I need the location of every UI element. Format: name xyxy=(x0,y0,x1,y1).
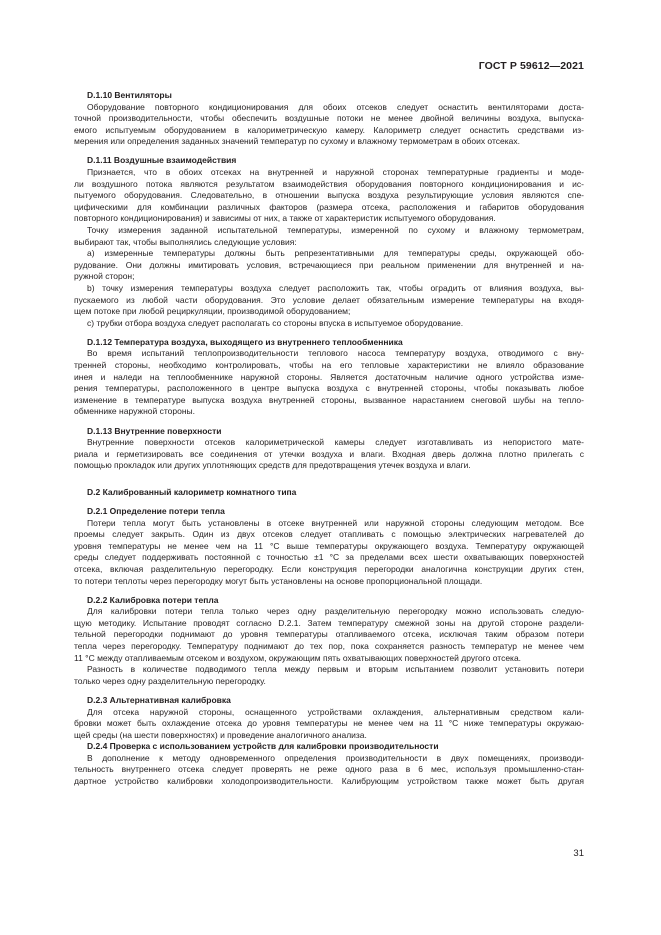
paragraph-line: Для отсека наружной стороны, оснащенного устройствами охлаждения, альтернативным средством кали- xyxy=(87,706,584,717)
paragraph-line: 11 °C между отапливаемым отсеком и воздухом, окружающим пять охватывающих поверхностей другого отсека. xyxy=(74,652,522,663)
paragraph-line: Внутренние поверхности отсеков калориметрической камеры следует изготавливать из непористого мате- xyxy=(87,437,584,448)
paragraph-line: ли воздушного потока являются результатом взаимодействия оборудования повторного кондиционирования и ис- xyxy=(74,178,584,189)
paragraph-line: щем потоке при любой рециркуляции, производимой оборудованием; xyxy=(74,306,351,317)
paragraph-line: точной производительности, чтобы обеспечить воздушные потоки не менее двойной величины воздуха, выпуска- xyxy=(74,113,584,124)
paragraph-line: уровня температуры не менее чем на 11 °C выше температуры окружающего воздуха. Температуру окружающей xyxy=(74,540,584,551)
paragraph-line: Признается, что в обоих отсеках на внутренней и наружной сторонах температурные градиенты и моде- xyxy=(87,167,584,178)
paragraph-line: только через одну разделительную перегородку. xyxy=(74,675,266,686)
paragraph-line: проемы следует закрыть. Один из двух отсеков следует отапливать с помощью электрических нагревателей до xyxy=(74,529,584,540)
document-body xyxy=(74,90,584,788)
paragraph-line: то потери теплоты через перегородку могут быть установлены на основе пропорциональной площади. xyxy=(74,575,483,586)
paragraph-line: мерения или определения заданных значений температур по сухому и влажному термометрам в обоих отсеках. xyxy=(74,136,520,147)
paragraph-line: Для калибровки потери тепла только через одну разделительную перегородку можно использовать следую- xyxy=(87,606,584,617)
paragraph-line: тельной перегородки поднимают до уровня температуры отапливаемого отсека, исключая таким образом потери xyxy=(74,629,584,640)
page-number: 31 xyxy=(573,848,584,859)
section-heading: D.2.2 Калибровка потери тепла xyxy=(87,594,219,605)
paragraph-line: пытуемого оборудования. Следовательно, в отношении выпуска воздуха результирующие условия являются спе- xyxy=(74,190,584,201)
paragraph-line: c) трубки отбора воздуха следует располагать со стороны впуска в испытуемое оборудование. xyxy=(87,317,464,328)
paragraph-line: В дополнение к методу одновременного определения производительности в двух помещениях, производи- xyxy=(87,752,584,763)
paragraph-line: Точку измерения заданной испытательной температуры, измеренной по сухому и влажному термометрам, xyxy=(87,225,584,236)
section-heading: D.1.12 Температура воздуха, выходящего из внутреннего теплообменника xyxy=(87,336,403,347)
section-heading: D.2.4 Проверка с использованием устройств для калибровки производительности xyxy=(87,741,439,752)
paragraph-line: щую методику. Испытание проводят согласно D.2.1. Затем температуру смежной зоны на другой стороне раздели- xyxy=(74,617,584,628)
paragraph-line: повторного кондиционирования) и зависимы от них, а также от характеристик испытуемого оборудования. xyxy=(74,213,496,224)
paragraph-line: бровки может быть охлаждение отсека до уровня температуры не менее чем на 11 °C ниже температуры окружаю- xyxy=(74,718,584,729)
paragraph-line: среды следует поддерживать постоянной с точностью ±1 °C за пределами всех шести охватывающих поверхностей xyxy=(74,552,584,563)
paragraph-line: b) точку измерения температуры воздуха следует расположить так, чтобы оградить от влияния воздуха, вы- xyxy=(87,283,584,293)
paragraph-line: Потери тепла могут быть установлены в отсеке внутренней или наружной стороны следующим методом. Все xyxy=(87,517,584,528)
paragraph-line: тельность внутреннего отсека следует проверять не реже одного раза в 6 мес, используя промышленно-стан- xyxy=(74,764,584,775)
section-heading: D.2 Калиброванный калориметр комнатного типа xyxy=(87,486,297,497)
section-heading: D.1.13 Внутренние поверхности xyxy=(87,425,222,436)
paragraph-line: цифическими для комбинации различных факторов (размера отсека, расположения и габаритов оборудования xyxy=(74,201,584,212)
paragraph-line: изменение в температуре выпуска воздуха внутренней стороны, вызванное нарастанием снеговой шубы на тепло- xyxy=(74,394,584,405)
paragraph-line: щей среды (на шести поверхностях) и проведение аналогичного анализа. xyxy=(74,729,367,740)
section-heading: D.2.1 Определение потери тепла xyxy=(87,506,225,516)
paragraph-line: Разность в количестве подводимого тепла между первым и вторым испытанием позволит установить потери xyxy=(87,664,584,675)
paragraph-line: тепла через перегородку. Температуру поднимают до тех пор, пока сохраняется разность температур не менее чем xyxy=(74,641,584,652)
paragraph-line: риала и герметизировать все соединения от утечки воздуха и влаги. Входная дверь должна плотно прилегать с xyxy=(74,448,584,459)
paragraph-line: а) измеренные температуры должны быть репрезентативными для температуры среды, окружающей обо- xyxy=(87,248,584,259)
paragraph-line: ружной сторон; xyxy=(74,271,135,282)
paragraph-line: рения температуры, расположенного в центре выпуска воздуха с внутренней стороны, чтобы показывать любое xyxy=(74,383,584,394)
paragraph-line: рудование. Они должны имитировать условия, встречающиеся при реальном применении для внутренней и на- xyxy=(74,259,584,270)
paragraph-line: пускаемого из любой части оборудования. Это условие делает обязательным измерение температуры на входя- xyxy=(74,294,584,305)
paragraph-line: дартное устройство калибровки холодопроизводительности. Калибрующим устройством также может быть другая xyxy=(74,776,584,787)
paragraph-line: помощью прокладок или других уплотняющих средств для предотвращения утечек воздуха и влаги. xyxy=(74,460,471,471)
paragraph-line: тренней стороны, необходимо контролировать, чтобы на его тепловые характеристики не влияло образование xyxy=(74,360,584,371)
paragraph-line: отсека, включая разделительную перегородку. Если конструкция перегородки аналогична конструкции других стен, xyxy=(74,563,584,574)
paragraph-line: обменнике наружной стороны. xyxy=(74,406,196,417)
section-heading: D.2.3 Альтернативная калибровка xyxy=(87,694,231,705)
paragraph-line: Во время испытаний теплопроизводительности теплового насоса температуру воздуха, отводимого с вну- xyxy=(87,348,584,359)
section-heading: D.1.10 Вентиляторы xyxy=(87,90,172,100)
paragraph-line: Оборудование повторного кондиционирования для обоих отсеков следует оснастить вентиляторами доста- xyxy=(87,101,584,112)
paragraph-line: выбирают так, чтобы выполнялись следующие условия: xyxy=(74,236,297,247)
paragraph-line: инея и наледи на теплообменнике наружной стороны. Является достаточным наличие одного устройства изме- xyxy=(74,371,584,382)
paragraph-line: емого испытуемым оборудованием в калориметрическую камеру. Калориметр следует оснастить средствами из- xyxy=(74,124,584,135)
standard-designation: ГОСТ Р 59612—2021 xyxy=(478,60,584,72)
section-heading: D.1.11 Воздушные взаимодействия xyxy=(87,155,237,166)
